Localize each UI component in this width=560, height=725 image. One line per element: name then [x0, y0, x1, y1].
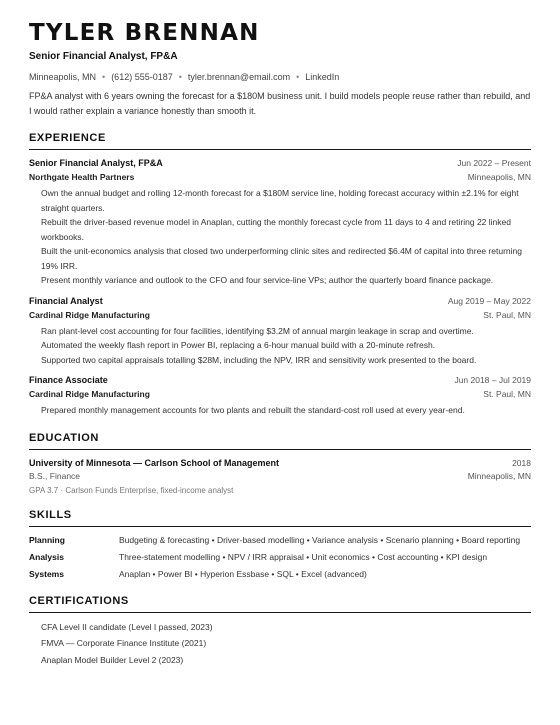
skill-row [29, 550, 531, 564]
job-company: Cardinal Ridge Manufacturing [29, 389, 150, 399]
skill-list: Three-statement modelling • NPV / IRR appraisal • Unit economics • Cost accounting • KPI design [119, 551, 488, 562]
job-title: Financial Analyst [29, 295, 103, 306]
section-heading-experience: EXPERIENCE [29, 132, 531, 150]
graduation-year: 2018 [512, 457, 531, 468]
bullet-item: Supported two capital appraisals totalling $28M, including the NPV, IRR and sensitivity work presented to the board. [41, 354, 477, 365]
contact-location: Minneapolis, MN [29, 72, 97, 82]
job-dates: Jun 2022 – Present [457, 158, 531, 168]
skills-table [29, 533, 531, 581]
contact-separator: • [178, 72, 182, 82]
skill-category: Analysis [29, 551, 64, 562]
job-bullets [29, 186, 531, 288]
job-company: Northgate Health Partners [29, 172, 135, 182]
skill-list: Budgeting & forecasting • Driver-based modelling • Variance analysis • Scenario planning • Board reporting [119, 534, 521, 545]
job-location: St. Paul, MN [483, 309, 531, 320]
education-details: GPA 3.7 · Carlson Funds Enterprise, fixed-income analyst [29, 485, 234, 495]
contact-phone: (612) 555-0187 [111, 72, 173, 82]
certification-item: FMVA — Corporate Finance Institute (2021) [41, 638, 207, 648]
bullet-item: Own the annual budget and rolling 12-month forecast for a $180M service line, holding forecast accuracy within ±2.1% for eight straight quarters. [41, 188, 519, 213]
bullet-item: Present monthly variance and outlook to the CFO and four service-line VPs; author the quarterly board finance package. [41, 275, 494, 285]
section-heading-education: EDUCATION [29, 432, 531, 450]
education-entry [29, 458, 531, 495]
job-company: Cardinal Ridge Manufacturing [29, 309, 150, 320]
bullet-item: Ran plant-level cost accounting for four facilities, identifying $3.2M of annual margin leakage in scrap and overtime. [41, 325, 474, 336]
job-location: St. Paul, MN [483, 389, 531, 399]
skill-category: Planning [29, 534, 65, 545]
skill-row [29, 533, 531, 547]
job-title: Finance Associate [29, 375, 108, 385]
skill-category: Systems [29, 568, 64, 579]
job-bullets [29, 403, 531, 418]
certification-item: Anaplan Model Builder Level 2 (2023) [41, 654, 184, 665]
job-dates: Jun 2018 – Jul 2019 [454, 375, 531, 385]
bullet-item: Prepared monthly management accounts for two plants and rebuilt the standard-cost roll used at every year-end. [41, 405, 465, 415]
skill-list: Anaplan • Power BI • Hyperion Essbase • SQL • Excel (advanced) [119, 568, 367, 579]
summary: FP&A analyst with 6 years owning the forecast for a $180M business unit. I build models people reuse rather than rebuild, and I would rather explain a variance honestly than smooth it. [29, 91, 531, 116]
bullet-item: Built the unit-economics analysis that closed two underperforming clinic sites and redirected $6.4M of capital into three returning 19% IRR. [41, 246, 522, 271]
job-bullets [29, 324, 531, 368]
job-location: Minneapolis, MN [467, 172, 531, 182]
job-entry [29, 158, 531, 288]
contact-line [29, 72, 531, 82]
contact-separator: • [102, 72, 106, 82]
job-dates: Aug 2019 – May 2022 [447, 295, 531, 306]
section-heading-certifications: CERTIFICATIONS [29, 595, 531, 613]
candidate-title: Senior Financial Analyst, FP&A [29, 51, 178, 62]
certification-list [29, 619, 531, 669]
degree: B.S., Finance [29, 470, 81, 481]
school-name: University of Minnesota — Carlson School of Management [29, 457, 280, 468]
job-entry [29, 296, 531, 368]
contact-email[interactable]: tyler.brennan@email.com [187, 72, 291, 82]
job-title: Senior Financial Analyst, FP&A [29, 158, 163, 168]
candidate-name: TYLER BRENNAN [29, 20, 260, 46]
section-heading-skills: SKILLS [29, 509, 531, 527]
school-location: Minneapolis, MN [467, 470, 531, 481]
contact-linkedin[interactable]: LinkedIn [305, 72, 340, 82]
skill-row [29, 567, 531, 581]
contact-separator: • [296, 72, 300, 82]
bullet-item: Automated the weekly flash report in Power BI, replacing a 6-hour manual build with a 20-minute refresh. [41, 340, 436, 350]
certification-item: CFA Level II candidate (Level I passed, 2023) [41, 621, 213, 632]
bullet-item: Rebuilt the driver-based revenue model in Anaplan, cutting the monthly forecast cycle from 11 days to 4 and retiring 22 linked workbooks. [41, 217, 511, 242]
job-entry [29, 375, 531, 418]
